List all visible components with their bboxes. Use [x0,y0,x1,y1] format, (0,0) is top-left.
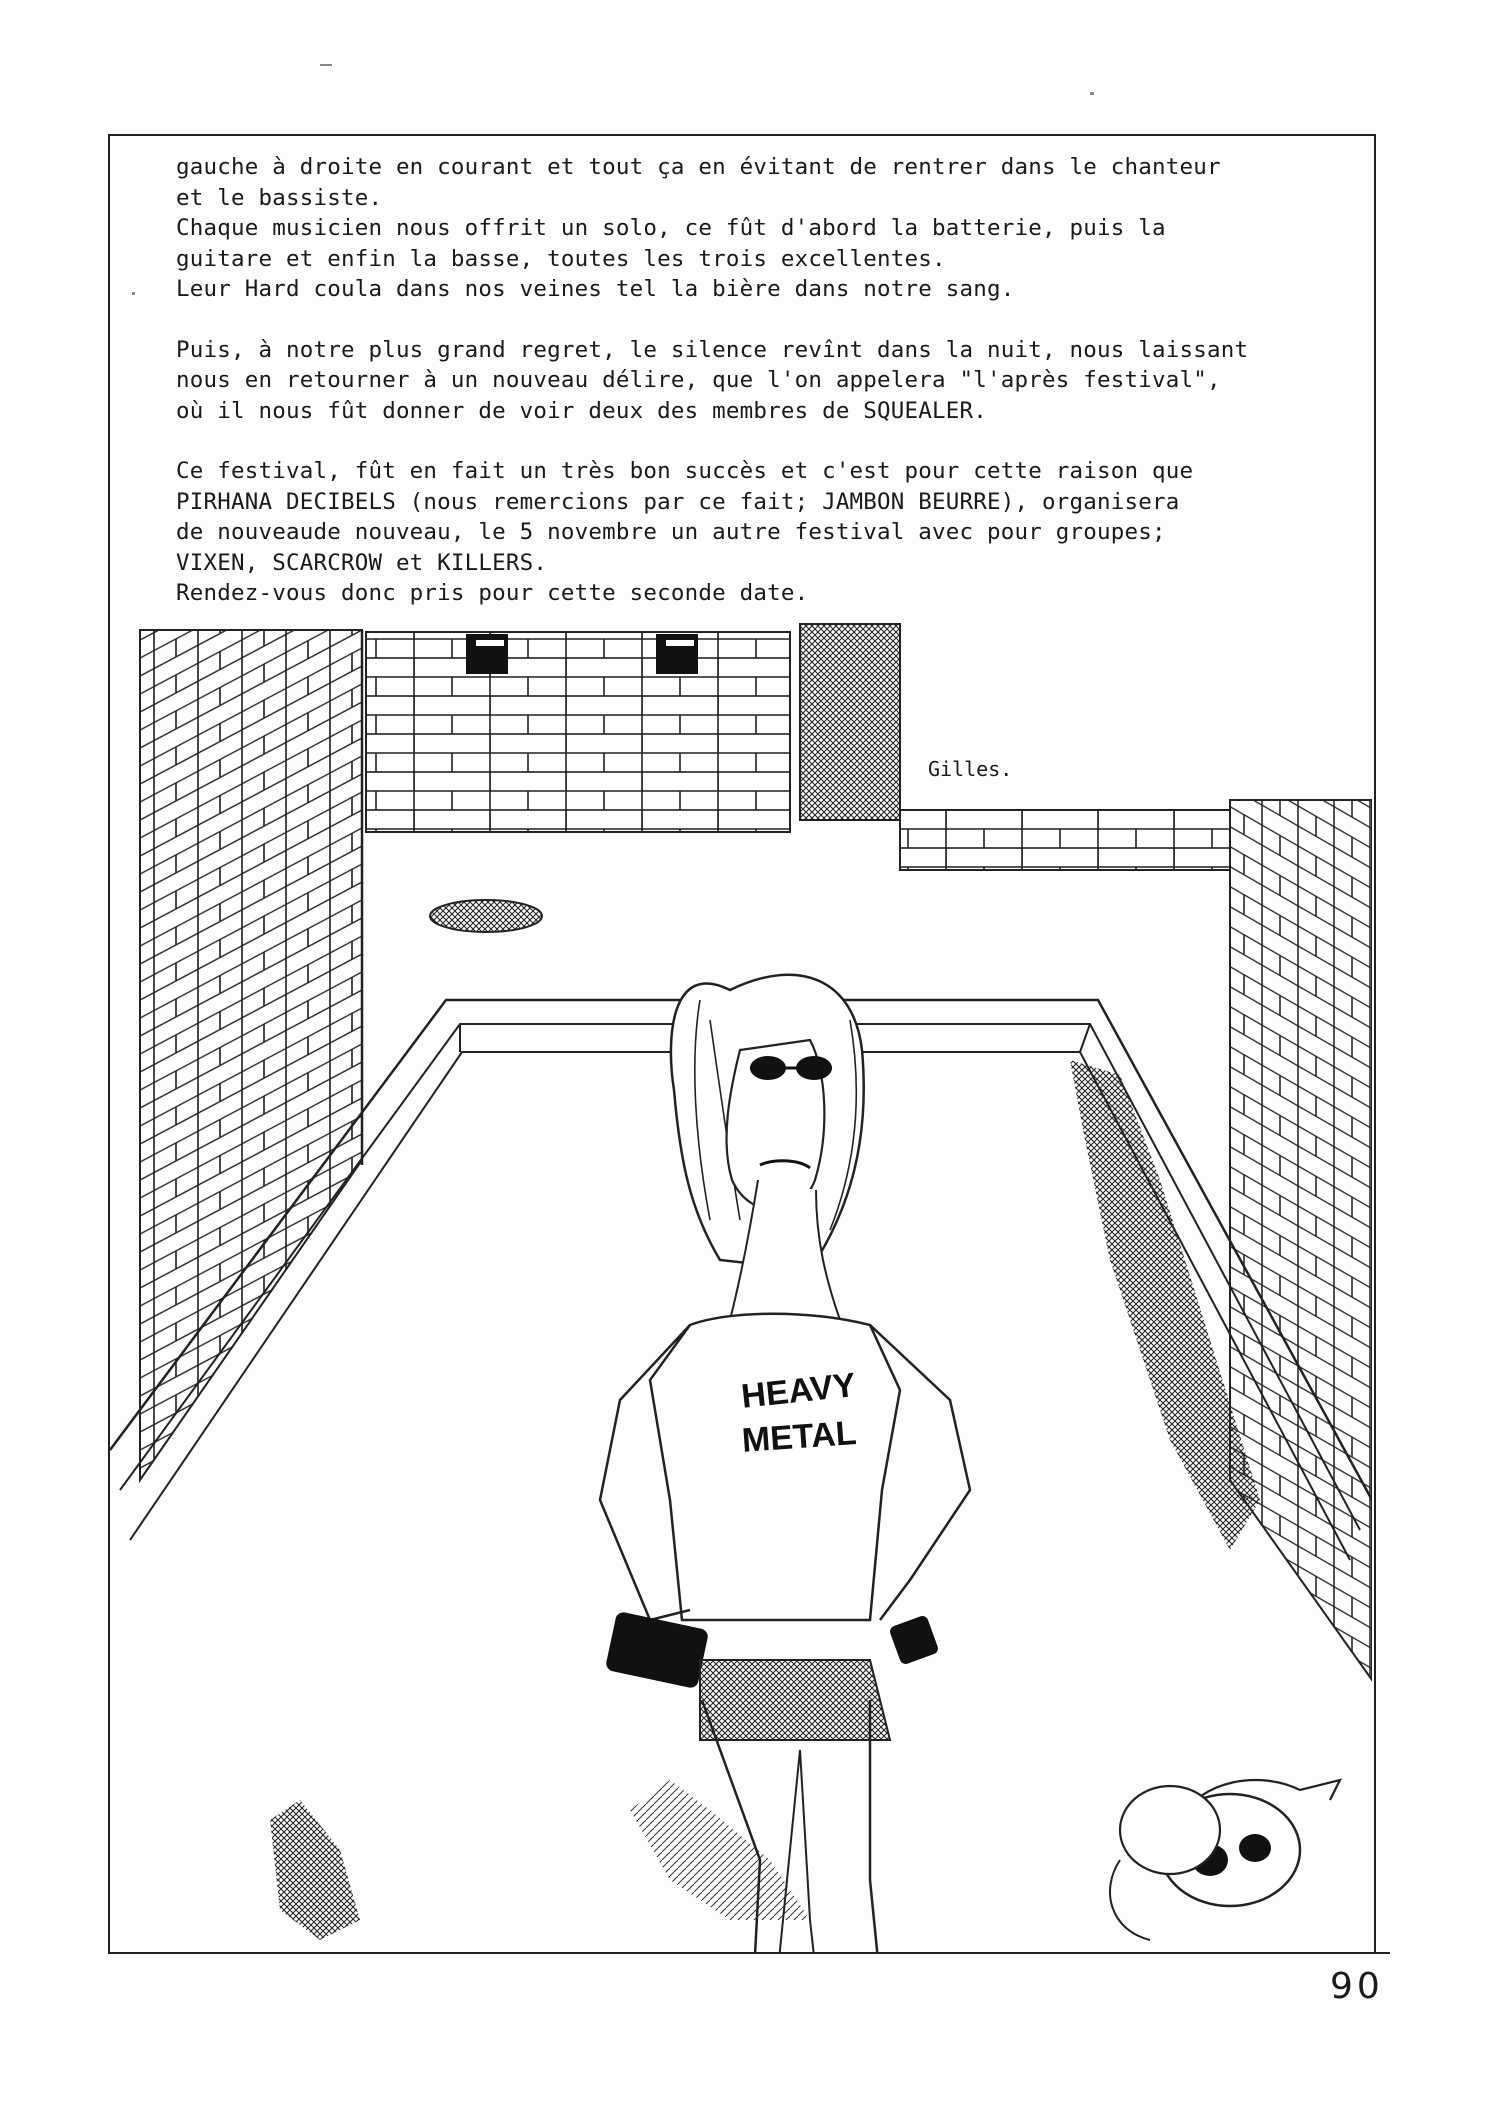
text-line: Puis, à notre plus grand regret, le silence revînt dans la nuit, nous laissant [176,336,1249,363]
text-line: PIRHANA DECIBELS (nous remercions par ce fait; JAMBON BEURRE), organisera [176,488,1180,515]
text-line: Rendez-vous donc pris pour cette seconde date. [176,580,809,606]
article-text [176,152,1316,639]
doorway [800,624,960,820]
artist-signature: Gilles. [928,757,1013,781]
text-line: guitare et enfin la basse, toutes les trois excellentes. [176,245,946,272]
shirt-text-line1: HEAVY [739,1366,858,1416]
text-line: gauche à droite en courant et tout ça en évitant de rentrer dans le chanteur [176,154,1221,180]
floor-shadow [270,1800,360,1940]
text-line: Chaque musicien nous offrit un solo, ce fût d'abord la batterie, puis la [176,215,1166,241]
scan-speck [320,64,332,66]
text-line: de nouveaude nouveau, le 5 novembre un autre festival avec pour groupes; [176,519,1166,545]
text-line: où il nous fût donner de voir deux des membres de SQUEALER. [176,397,988,424]
text-line: VIXEN, SCARCROW et KILLERS. [176,549,548,576]
right-brick-wall [1230,800,1372,1680]
paragraph-2 [176,335,1316,427]
back-brick-wall [366,632,790,832]
courtyard-illustration [110,620,1372,1952]
right-back-wall [900,810,1230,870]
text-line: Ce festival, fût en fait un très bon succès et c'est pour cette raison que [176,458,1194,484]
left-brick-wall [140,630,362,1480]
paragraph-3 [176,456,1316,609]
text-line: nous en retourner à un nouveau délire, que l'on appelera "l'après festival", [176,367,1221,393]
paragraph-1 [176,152,1316,305]
scan-speck [1090,92,1094,95]
page-number: 90 [1330,1966,1384,2007]
rats-and-skull [1110,1780,1340,1940]
shirt-text-line2: METAL [740,1414,858,1460]
text-line: Leur Hard coula dans nos veines tel la bière dans notre sang. [176,276,1015,302]
bottom-rule [108,1952,1390,1954]
text-line: et le bassiste. [176,184,383,211]
scan-speck [132,292,135,295]
drain-grate [430,900,542,932]
figure-shadow [630,1780,810,1920]
